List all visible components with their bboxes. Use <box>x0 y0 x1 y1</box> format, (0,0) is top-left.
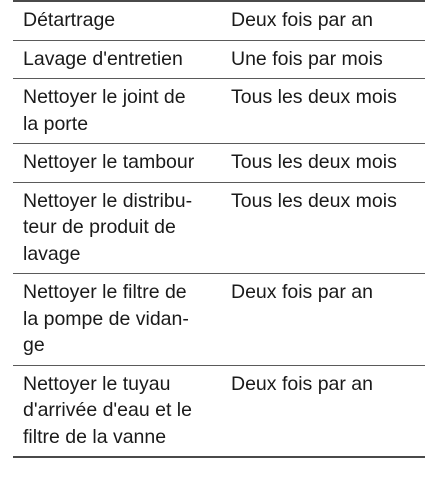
frequency-cell: Tous les deux mois <box>231 86 397 108</box>
task-cell: Nettoyer le tambour <box>23 151 195 173</box>
task-cell: Nettoyer le tuyau d'arrivée d'eau et le filtre de la vanne <box>23 372 192 448</box>
task-cell: Nettoyer le joint de la porte <box>23 86 186 135</box>
frequency-cell: Deux fois par an <box>231 9 373 31</box>
frequency-cell: Deux fois par an <box>231 372 373 395</box>
frequency-cell: Tous les deux mois <box>231 151 397 173</box>
task-cell: Détartrage <box>23 9 116 31</box>
frequency-cell: Deux fois par an <box>231 281 373 303</box>
task-cell: Lavage d'entretien <box>23 47 183 70</box>
task-cell: Nettoyer le filtre de la pompe de vidan- ge <box>23 281 189 356</box>
maintenance-table <box>13 0 425 458</box>
table-row <box>13 2 425 41</box>
table-row <box>13 183 425 275</box>
table-row <box>13 79 425 144</box>
task-cell: Nettoyer le distribu- teur de produit de lavage <box>23 189 193 265</box>
table-row <box>13 41 425 80</box>
table-row <box>13 144 425 183</box>
frequency-cell: Une fois par mois <box>231 47 383 70</box>
table-row <box>13 366 425 459</box>
frequency-cell: Tous les deux mois <box>231 189 397 212</box>
table-row <box>13 274 425 366</box>
